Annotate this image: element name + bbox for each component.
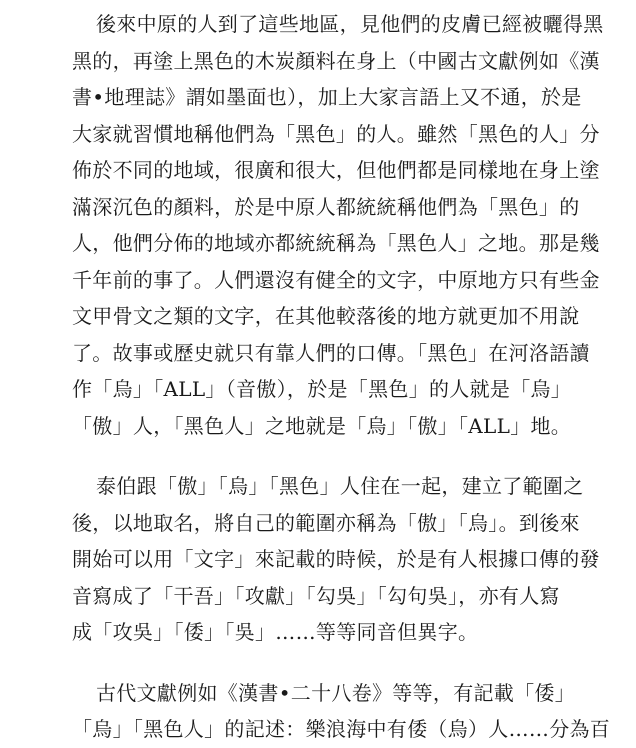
text-line: 音寫成了「干吾」「攻獻」「勾吳」「勾句吳」，亦有人寫 <box>72 583 560 608</box>
paragraph-spacer <box>72 444 572 468</box>
text-line: 泰伯跟「傲」「烏」「黑色」人住在一起，建立了範圍之 <box>96 474 584 498</box>
paragraph-1 <box>72 6 604 444</box>
text-line: 古代文獻例如《漢書•二十八卷》等等，有記載「倭」 <box>96 680 575 705</box>
text-line: 「傲」人，「黑色人」之地就是「烏」「傲」「ALL」地。 <box>72 413 572 438</box>
text-line: 文甲骨文之類的文字，在其他較落後的地方就更加不用說 <box>72 304 580 328</box>
text-line: 後，以地取名，將自己的範圍亦稱為「傲」「烏」。到後來 <box>72 510 580 535</box>
paragraph-spacer <box>72 651 572 675</box>
text-line: 開始可以用「文字」來記載的時候，於是有人根據口傳的發 <box>72 547 600 571</box>
text-line: 黑的，再塗上黑色的木炭顏料在身上（中國古文獻例如《漢 <box>72 48 600 73</box>
text-line: 滿深沉色的顏料，於是中原人都統統稱他們為「黑色」的 <box>72 194 580 219</box>
text-line: 作「烏」「ALL」（音傲），於是「黑色」的人就是「烏」 <box>72 377 572 401</box>
text-line: 人，他們分佈的地域亦都統統稱為「黑色人」之地。那是幾 <box>72 231 600 255</box>
paragraph-3 <box>72 675 611 748</box>
paragraph-2 <box>72 468 600 651</box>
text-line: 了。故事或歷史就只有靠人們的口傳。「黑色」在河洛語讀 <box>72 340 590 365</box>
text-line: 書•地理誌》謂如墨面也），加上大家言語上又不通，於是 <box>72 85 582 109</box>
text-line: 成「攻吳」「倭」「吳」……等等同音但異字。 <box>72 620 479 644</box>
document-page <box>72 6 611 748</box>
text-line: 千年前的事了。人們還沒有健全的文字，中原地方只有些金 <box>72 267 600 292</box>
text-line: 「烏」「黑色人」的記述：樂浪海中有倭（烏）人……分為百 <box>72 717 611 741</box>
text-line: 後來中原的人到了這些地區，見他們的皮膚已經被曬得黑 <box>96 12 604 36</box>
text-line: 佈於不同的地域，很廣和很大，但他們都是同樣地在身上塗 <box>72 158 600 182</box>
text-line: 大家就習慣地稱他們為「黑色」的人。雖然「黑色的人」分 <box>72 121 600 146</box>
